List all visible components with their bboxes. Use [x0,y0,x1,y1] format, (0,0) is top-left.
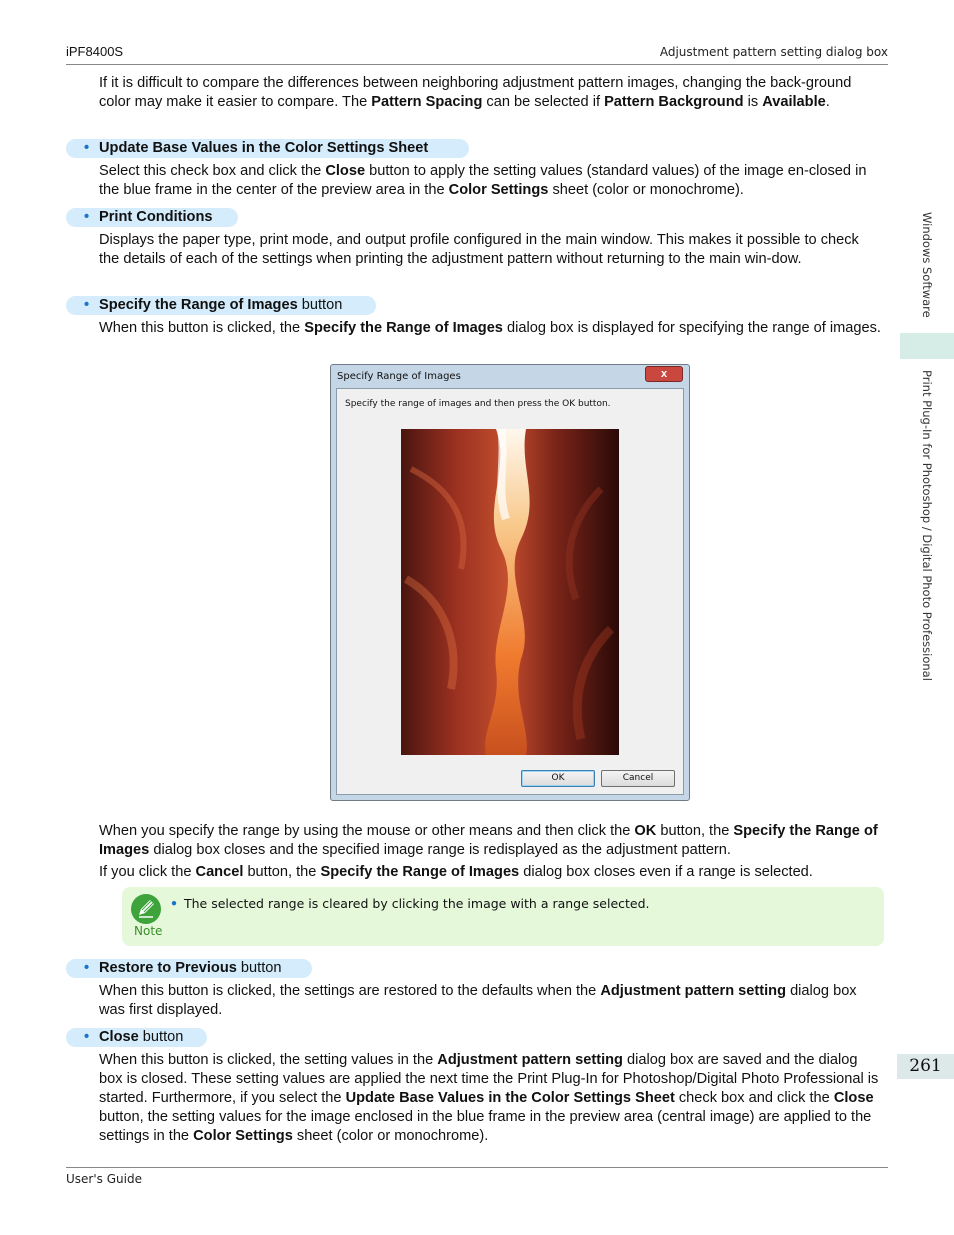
dialog-cancel-button[interactable]: Cancel [601,770,675,787]
bullet-icon: • [84,209,90,225]
section-heading-close-button: • Close button [66,1028,207,1047]
side-chapter-label: Print Plug-In for Photoshop / Digital Photo Professional [920,370,934,681]
section-restore-previous-body: When this button is clicked, the settings are restored to the defaults when the Adjustment pattern setting dialog box was first displayed. [99,983,857,1018]
note-box [122,887,884,946]
side-section-label: Windows Software [920,212,934,318]
side-tab-marker [900,333,954,359]
dialog-message: Specify the range of images and then press the OK button. [345,399,611,409]
section-heading-update-base-values: • Update Base Values in the Color Settings Sheet [66,139,469,158]
after-dialog-paragraph: When you specify the range by using the mouse or other means and then click the OK button, the Specify the Range of Images dialog box closes and the specified image range is redisplayed as the adjustment pattern. [99,823,878,858]
bullet-icon: • [84,297,90,313]
section-update-base-values-body: Select this check box and click the Close button to apply the setting values (standard values) of the image en-closed in the blue frame in the center of the preview area in the Color Settings sheet (color or monochrome). [99,163,867,198]
dialog-ok-button[interactable]: OK [521,770,595,787]
header-divider [66,64,888,65]
note-label: Note [134,924,163,938]
section-heading-print-conditions: • Print Conditions [66,208,238,227]
section-heading-restore-previous: • Restore to Previous button [66,959,312,978]
dialog-content [336,388,684,795]
section-specify-range-body: When this button is clicked, the Specify the Range of Images dialog box is displayed for specifying the range of images. [99,320,881,336]
bullet-icon: • [84,140,90,156]
bullet-icon: • [84,1029,90,1045]
dialog-close-button[interactable]: x [645,366,683,382]
footer-divider [66,1167,888,1168]
footer-guide-title: User's Guide [66,1172,142,1186]
specify-range-dialog [330,364,690,801]
note-pencil-icon [131,894,161,924]
dialog-title: Specify Range of Images [337,371,461,382]
header-product-name: iPF8400S [66,44,124,59]
section-close-button-body: When this button is clicked, the setting values in the Adjustment pattern setting dialog box are saved and the dialog box is closed. These setting values are applied the next time the Print Plug-In for Photoshop/Digital Photo Professional is started. Furthermore, if you select the Update Base Values in the Color Settings Sheet check box and click the Close button, the setting values for the image enclosed in the blue frame in the preview area (central image) are applied to the settings in the Color Settings sheet (color or monochrome). [99,1052,879,1144]
bullet-icon: • [170,896,178,911]
bullet-icon: • [84,960,90,976]
section-heading-specify-range: • Specify the Range of Images button [66,296,376,315]
canyon-photo-graphic [401,429,619,755]
section-print-conditions-body: Displays the paper type, print mode, and output profile configured in the main window. This makes it possible to check the details of each of the settings when printing the adjustment pattern without returning to the main win-dow. [99,232,859,267]
header-section-title: Adjustment pattern setting dialog box [659,45,888,59]
page-number: 261 [897,1054,954,1079]
intro-paragraph: If it is difficult to compare the differences between neighboring adjustment pattern images, changing the back-ground color may make it easier to compare. The Pattern Spacing can be selected if Pattern Background is Available. [99,75,852,110]
note-text: • The selected range is cleared by clicking the image with a range selected. [170,896,650,911]
cancel-paragraph: If you click the Cancel button, the Specify the Range of Images dialog box closes even if a range is selected. [99,864,813,880]
canyon-photo-image[interactable] [401,429,619,755]
